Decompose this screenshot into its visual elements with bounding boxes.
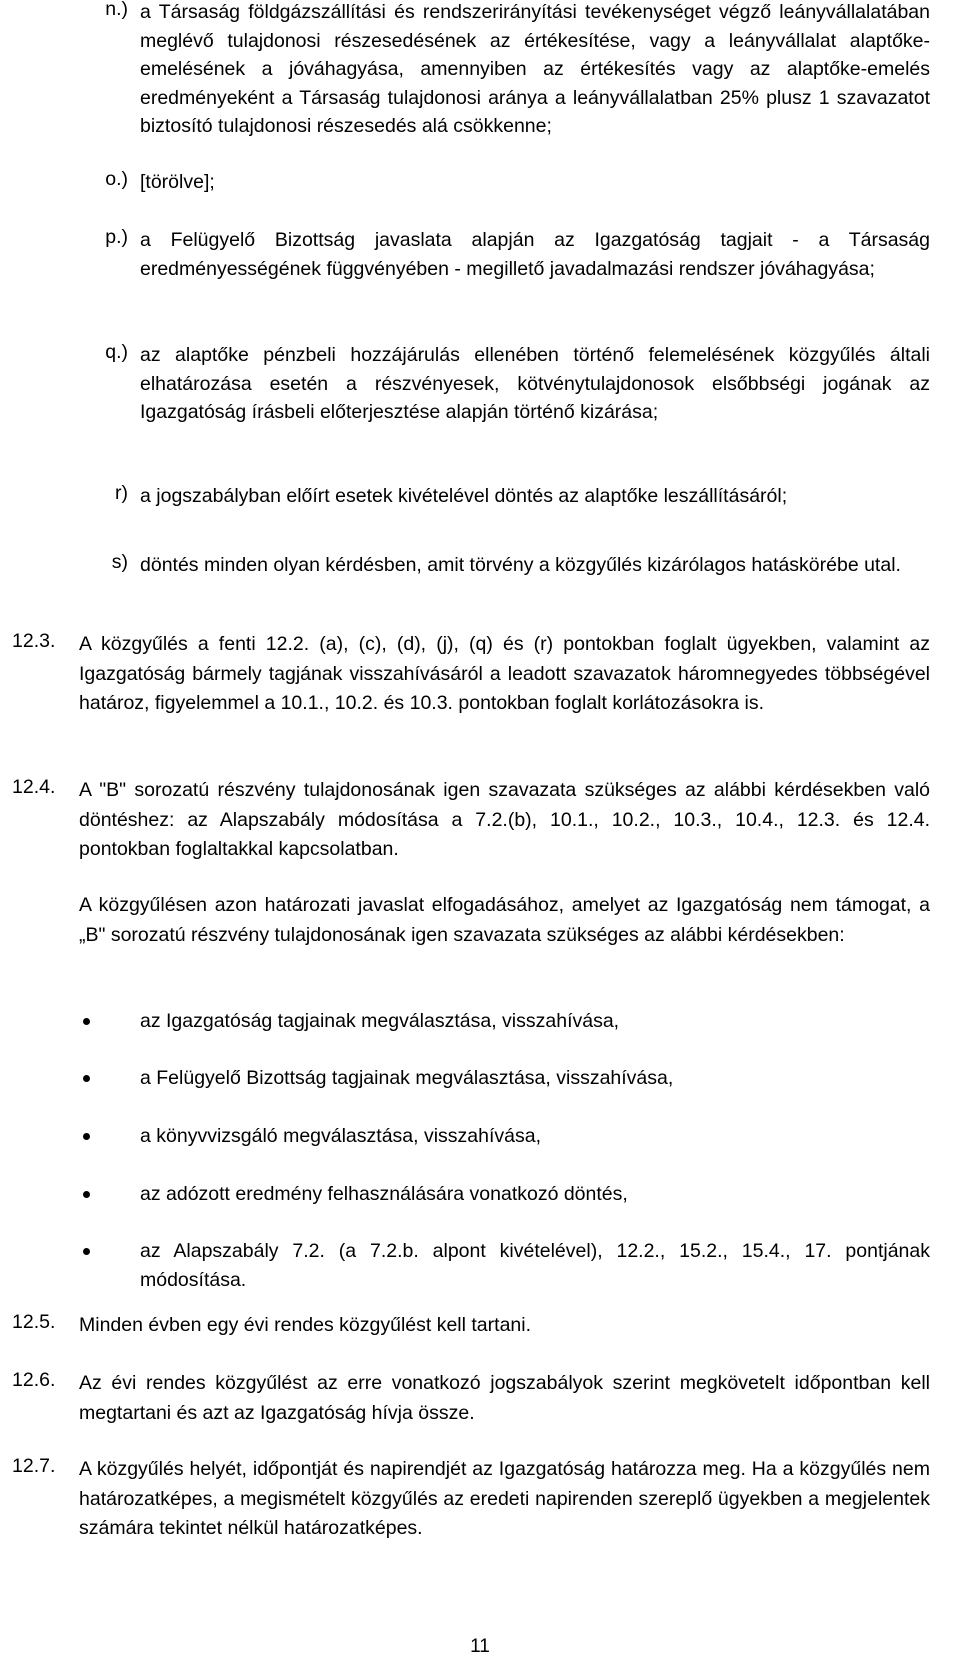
section-text: A közgyűlés helyét, időpontját és napirendjét az Igazgatóság határozza meg. Ha a közgyűlés nem határozatképes, a megismételt közgyűlés az eredeti napirenden szereplő ügyekben a megjelentek számára tekintet nélkül határozatképes. (79, 1458, 930, 1539)
bullet-text: az adózott eredmény felhasználására vonatkozó döntés, (140, 1183, 628, 1205)
subitem-text: a Társaság földgázszállítási és rendszerirányítási tevékenységet végző leányvállalatában meglévő tulajdonosi részesedésének az értékesítése, vagy a leányvállalat alaptőke-emelésének a jóváhagyása, amennyiben az értékesítés vagy az alaptőke-emelés eredményeként a Társaság tulajdonosi aránya a leányvállalatban 25% plusz 1 szavazatot biztosító tulajdonosi részesedés alá csökkenne; (140, 1, 930, 137)
section-number: 12.4. (12, 776, 56, 798)
section-12-4-paragraph: A közgyűlésen azon határozati javaslat elfogadásához, amelyet az Igazgatóság nem támogat, a „B" sorozatú részvény tulajdonosának igen szavazata szükséges az alábbi kérdésekben: (79, 894, 930, 946)
bullet-icon (83, 1075, 90, 1082)
bullet-icon (83, 1133, 90, 1140)
bullet-icon (83, 1191, 90, 1198)
bullet-text: a Felügyelő Bizottság tagjainak megválasztása, visszahívása, (140, 1067, 674, 1089)
subitem-label: o.) (105, 168, 128, 190)
subitem-text: a jogszabályban előírt esetek kivételével döntés az alaptőke leszállításáról; (140, 485, 788, 507)
section-number: 12.5. (12, 1311, 56, 1333)
section-text: Az évi rendes közgyűlést az erre vonatkozó jogszabályok szerint megkövetelt időpontban kell megtartani és azt az Igazgatóság hívja össze. (79, 1372, 930, 1424)
section-number: 12.7. (12, 1455, 56, 1477)
bullet-text: az Igazgatóság tagjainak megválasztása, visszahívása, (140, 1010, 620, 1032)
section-text: Minden évben egy évi rendes közgyűlést kell tartani. (79, 1314, 532, 1336)
subitem-text: [törölve]; (140, 171, 215, 193)
section-number: 12.6. (12, 1369, 56, 1391)
subitem-label: s) (111, 551, 128, 573)
subitem-label: p.) (105, 226, 128, 248)
subitem-text: az alaptőke pénzbeli hozzájárulás ellenében történő felemelésének közgyűlés általi elhatározása esetén a részvényesek, kötvénytulajdonosok elsőbbségi jogának az Igazgatóság írásbeli előterjesztése alapján történő kizárása; (140, 344, 930, 423)
subitem-text: a Felügyelő Bizottság javaslata alapján az Igazgatóság tagjait - a Társaság eredményességének függvényében - megillető javadalmazási rendszer jóváhagyása; (140, 229, 930, 280)
bullet-icon (83, 1248, 90, 1255)
subitem-label: n.) (105, 0, 128, 20)
section-number: 12.3. (12, 630, 56, 652)
bullet-text: a könyvvizsgáló megválasztása, visszahívása, (140, 1125, 542, 1147)
page-number: 11 (470, 1636, 490, 1657)
bullet-text: az Alapszabály 7.2. (a 7.2.b. alpont kivételével), 12.2., 15.2., 15.4., 17. pontjának módosítása. (140, 1240, 930, 1291)
subitem-label: q.) (105, 341, 128, 363)
subitem-label: r) (115, 482, 128, 504)
section-text: A "B" sorozatú részvény tulajdonosának igen szavazata szükséges az alábbi kérdésekben való döntéshez: az Alapszabály módosítása a 7.2.(b), 10.1., 10.2., 10.3., 10.4., 12.3. és 12.4. pontokban foglaltakkal kapcsolatban. (79, 779, 930, 860)
bullet-icon (83, 1018, 90, 1025)
section-text: A közgyűlés a fenti 12.2. (a), (c), (d), (j), (q) és (r) pontokban foglalt ügyekben, valamint az Igazgatóság bármely tagjának visszahívásáról a leadott szavazatok háromnegyedes többségével határoz, figyelemmel a 10.1., 10.2. és 10.3. pontokban foglalt korlátozásokra is. (79, 633, 930, 714)
subitem-text: döntés minden olyan kérdésben, amit törvény a közgyűlés kizárólagos hatáskörébe utal. (140, 554, 901, 576)
